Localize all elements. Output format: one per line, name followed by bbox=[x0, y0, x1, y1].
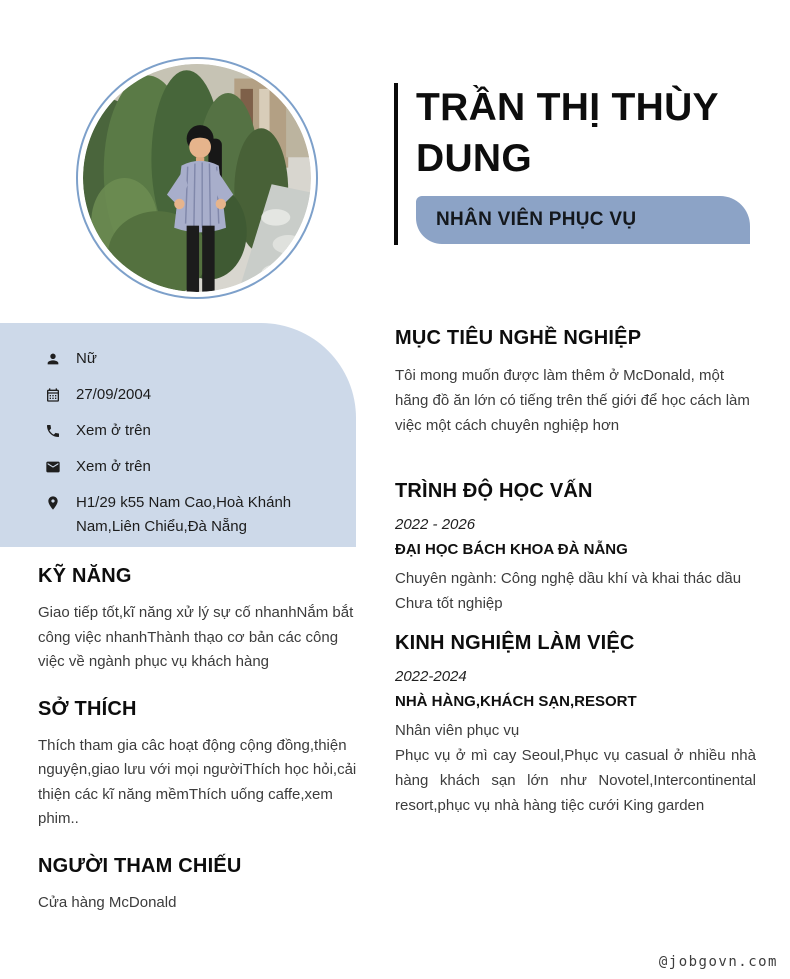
experience-heading: KINH NGHIỆM LÀM VIỆC bbox=[395, 632, 635, 654]
experience-period: 2022-2024 bbox=[395, 668, 467, 685]
left-column bbox=[38, 564, 360, 937]
contact-address bbox=[45, 493, 328, 539]
phone-icon bbox=[45, 423, 61, 439]
profile-photo-frame bbox=[76, 57, 318, 299]
job-title-label: NHÂN VIÊN PHỤC VỤ bbox=[436, 209, 637, 230]
calendar-icon bbox=[45, 387, 61, 403]
contact-address-value: H1/29 k55 Nam Cao,Hoà Khánh Nam,Liên Chiểu,Đà Nẵng bbox=[76, 494, 292, 535]
skills-body: Giao tiếp tốt,kĩ năng xử lý sự cố nhanhNắm bắt công việc nhanhThành thạo cơ bản các công việc về ngành phục vụ khách hàng bbox=[38, 604, 354, 670]
profile-photo bbox=[83, 64, 311, 292]
hobbies-heading: SỞ THÍCH bbox=[38, 697, 137, 720]
section-objective bbox=[395, 326, 756, 438]
name-accent-bar bbox=[394, 83, 398, 245]
section-hobbies bbox=[38, 697, 360, 832]
portrait-photo-illustration bbox=[83, 64, 311, 292]
contact-gender-value: Nữ bbox=[76, 350, 97, 367]
contact-gender bbox=[45, 349, 328, 371]
education-major: Chuyên ngành: Công nghệ dầu khí và khai thác dầu bbox=[395, 570, 742, 587]
experience-role: Nhân viên phục vụ bbox=[395, 722, 520, 739]
job-title-banner bbox=[416, 196, 750, 244]
watermark: @jobgovn.com bbox=[658, 954, 778, 970]
section-skills bbox=[38, 564, 360, 675]
education-period: 2022 - 2026 bbox=[395, 516, 476, 533]
education-heading: TRÌNH ĐỘ HỌC VẤN bbox=[395, 480, 593, 502]
education-school: ĐẠI HỌC BÁCH KHOA ĐÀ NẴNG bbox=[395, 541, 628, 558]
education-status: Chưa tốt nghiệp bbox=[395, 595, 503, 612]
section-education bbox=[395, 479, 756, 616]
section-references bbox=[38, 854, 360, 916]
candidate-name: TRẦN THỊ THÙY DUNG bbox=[416, 86, 719, 180]
hobbies-body: Thích tham gia câc hoạt động cộng đồng,thiện nguyện,giao lưu với mọi ngườiThích học hỏi,cải thiện các kĩ năng mềmThích uống caffe,xem phim.. bbox=[38, 736, 357, 827]
location-icon bbox=[45, 495, 61, 511]
contact-email bbox=[45, 457, 328, 479]
references-heading: NGƯỜI THAM CHIẾU bbox=[38, 854, 242, 877]
contact-email-value: Xem ở trên bbox=[76, 458, 151, 475]
contact-phone-value: Xem ở trên bbox=[76, 422, 151, 439]
person-icon bbox=[45, 351, 61, 367]
contact-phone bbox=[45, 421, 328, 443]
right-column bbox=[395, 326, 756, 818]
contact-panel bbox=[0, 323, 356, 547]
objective-heading: MỤC TIÊU NGHỀ NGHIỆP bbox=[395, 327, 642, 349]
contact-birthdate-value: 27/09/2004 bbox=[76, 386, 152, 403]
experience-employer: NHÀ HÀNG,KHÁCH SẠN,RESORT bbox=[395, 693, 637, 710]
section-experience bbox=[395, 631, 756, 818]
email-icon bbox=[45, 459, 61, 475]
skills-heading: KỸ NĂNG bbox=[38, 565, 132, 587]
objective-body: Tôi mong muốn được làm thêm ở McDonald, một hãng đồ ăn lớn có tiếng trên thế giới để học cách làm việc một cách chuyên nghiệp hơn bbox=[395, 367, 750, 434]
contact-birthdate bbox=[45, 385, 328, 407]
references-body: Cửa hàng McDonald bbox=[38, 893, 177, 911]
experience-description: Phục vụ ở mì cay Seoul,Phục vụ casual ở nhiều nhà hàng khách sạn lớn như Novotel,Intercontinental resort,phục vụ nhà hàng tiệc cưới King garden bbox=[395, 747, 756, 814]
